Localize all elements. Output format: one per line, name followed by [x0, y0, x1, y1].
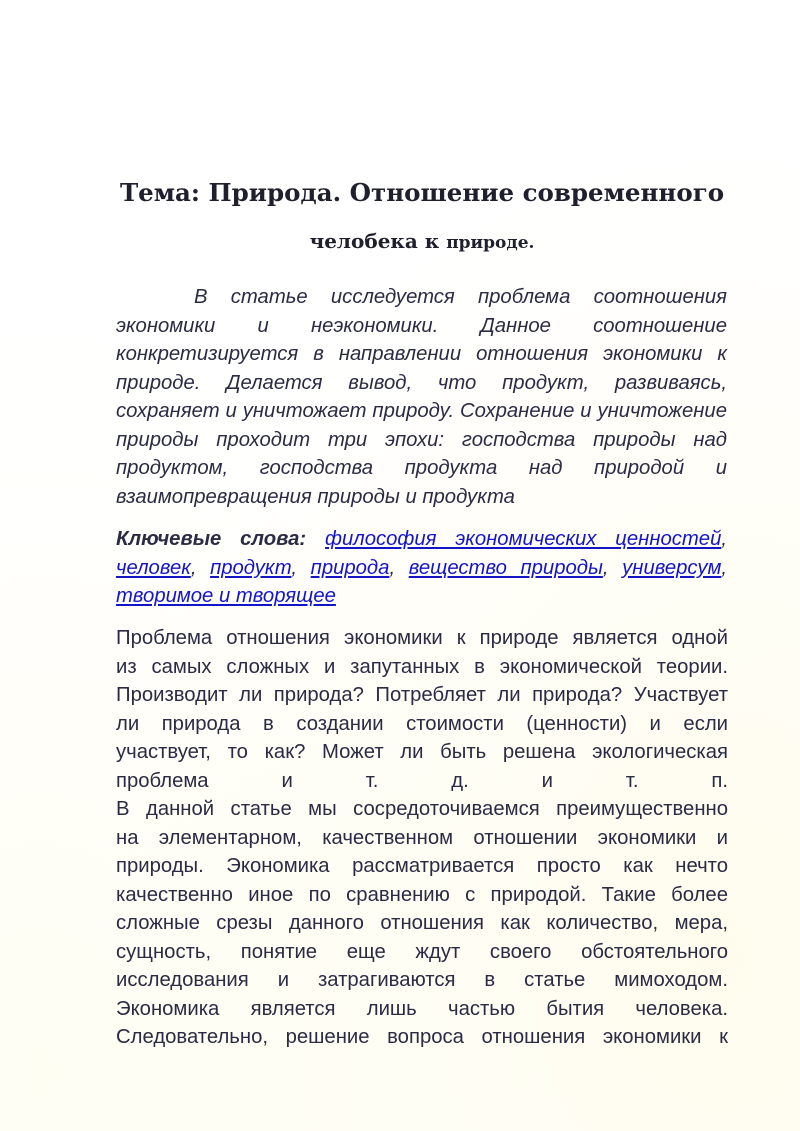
- body-line: Производит ли природа? Потребляет ли природа? Участвует: [116, 684, 728, 706]
- abstract-paragraph: В статье исследуется проблема соотношения экономики и неэкономики. Данное соотношение конкретизируется в направлении отношения экономики к природе. Делается вывод, что продукт, развиваясь, сохраняет и уничтожает природу. Сохранение и уничтожение природы проходит три эпохи: господства природы над продуктом, господства продукта над природой и взаимопревращения природы и продукта: [116, 286, 727, 508]
- keyword-link-human[interactable]: человек: [116, 556, 191, 579]
- body-line: Экономика является лишь частью бытия человека.: [116, 997, 728, 1020]
- title-line2-small-text: природе.: [446, 233, 535, 253]
- body-line: на элементарном, качественном отношении экономики и: [116, 826, 728, 849]
- keyword-link-universe[interactable]: универсум: [622, 556, 722, 579]
- body-line: ли природа в создании стоимости (ценности) и если: [116, 712, 728, 735]
- keyword-link-philosophy[interactable]: философия экономических ценностей: [325, 528, 722, 550]
- keyword-separator: ,: [190, 556, 197, 579]
- keyword-link-created-and-creating[interactable]: творимое и творящее: [116, 585, 336, 607]
- page-title: Тема: Природа. Отношение современного: [119, 178, 725, 207]
- body-line: качественно иное по сравнению с природой. Такие более: [116, 883, 728, 906]
- keyword-link-substance-of-nature[interactable]: вещество природы: [408, 556, 603, 579]
- body-line: природы. Экономика рассматривается просто как нечто: [116, 855, 728, 877]
- keyword-separator: ,: [721, 556, 728, 579]
- body-line: Следовательно, решение вопроса отношения экономики к: [116, 1026, 728, 1048]
- keyword-separator: ,: [721, 528, 728, 550]
- body-line: сущность, понятие еще ждут своего обстоятельного: [116, 940, 728, 963]
- keywords-label: Ключевые слова:: [116, 528, 307, 550]
- keyword-separator: ,: [291, 556, 298, 579]
- page-title-continuation: [116, 226, 728, 258]
- body-line: сложные срезы данного отношения как количество, мера,: [116, 912, 728, 934]
- keyword-separator: ,: [602, 556, 609, 579]
- title-line2-text: челобека к: [309, 229, 447, 253]
- body-line: В данной статье мы сосредоточиваемся преимущественно: [116, 798, 728, 820]
- body-line: проблема и т. д. и т. п.: [116, 769, 728, 792]
- keyword-link-product[interactable]: продукт: [210, 556, 292, 579]
- keyword-link-nature[interactable]: природа: [310, 556, 390, 579]
- body-paragraph: [116, 624, 728, 1052]
- keywords-paragraph: [116, 525, 727, 611]
- body-line: Проблема отношения экономики к природе является одной: [116, 627, 728, 649]
- body-line: участвует, то как? Может ли быть решена экологическая: [116, 741, 728, 763]
- keyword-separator: ,: [389, 556, 396, 579]
- body-line: из самых сложных и запутанных в экономической теории.: [116, 655, 728, 678]
- body-line: исследования и затрагиваются в статье мимоходом.: [116, 969, 728, 991]
